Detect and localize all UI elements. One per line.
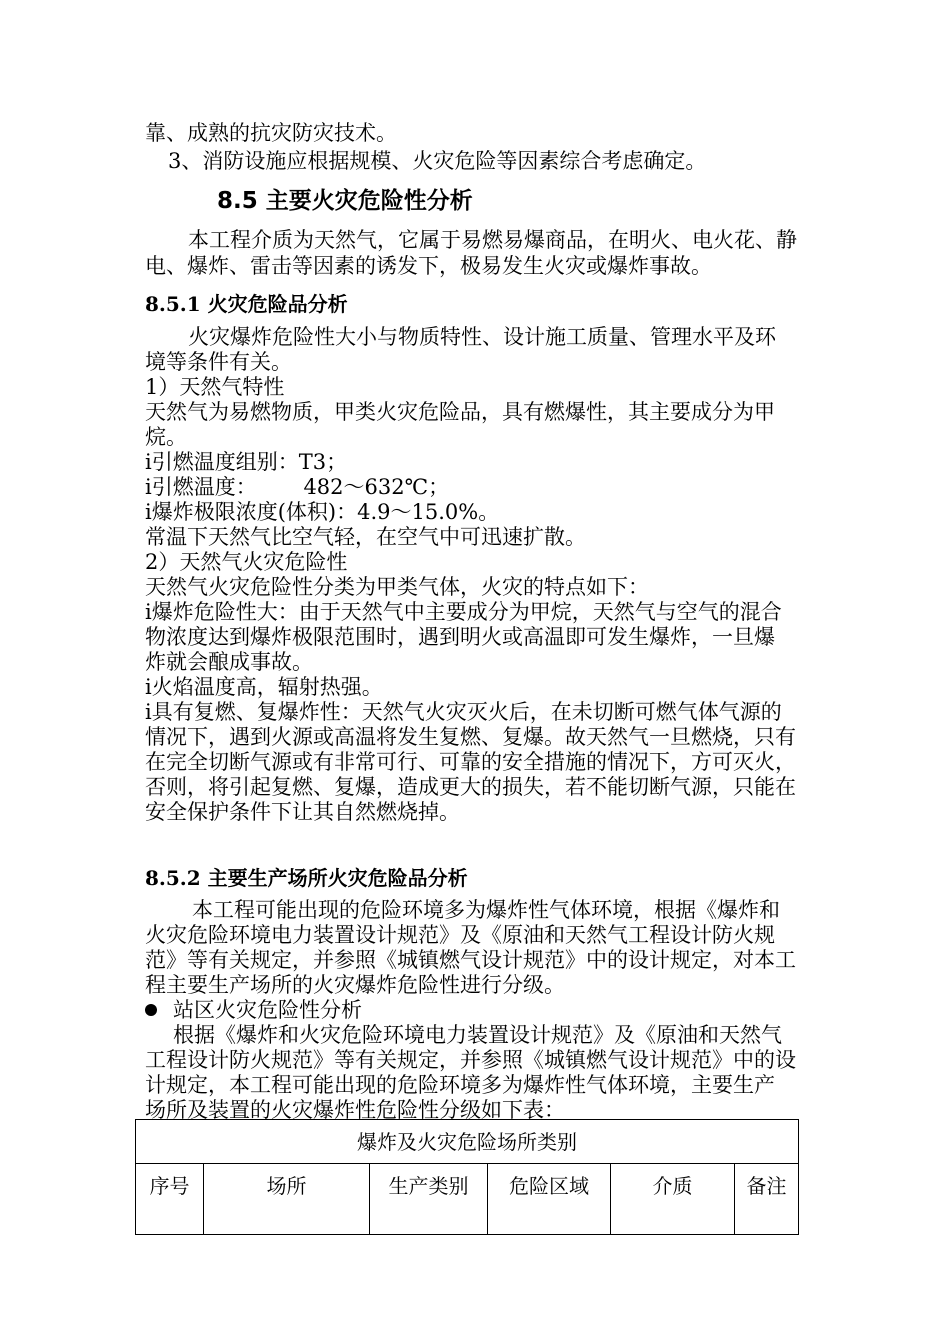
paragraph-line: 火灾危险环境电力装置设计规范》及《原油和天然气工程设计防火规 xyxy=(145,923,775,947)
paragraph-line: 境等条件有关。 xyxy=(145,350,292,374)
table-caption: 爆炸及火灾危险场所类别 xyxy=(136,1120,799,1164)
bullet-item xyxy=(145,997,362,1024)
text-line: 靠、成熟的抗灾防灾技术。 xyxy=(145,121,397,145)
list-heading: 2）天然气火灾危险性 xyxy=(145,550,348,574)
table-header-cell: 危险区域 xyxy=(488,1164,611,1235)
paragraph-line: 炸就会酿成事故。 xyxy=(145,650,313,674)
paragraph-line: 在完全切断气源或有非常可行、可靠的安全措施的情况下，方可灭火， xyxy=(145,750,796,774)
paragraph-line: 场所及装置的火灾爆炸性危险性分级如下表： xyxy=(145,1098,565,1122)
paragraph-line: 否则，将引起复燃、复爆，造成更大的损失，若不能切断气源，只能在 xyxy=(145,775,796,799)
paragraph-line: 电、爆炸、雷击等因素的诱发下，极易发生火灾或爆炸事故。 xyxy=(145,254,712,278)
paragraph-line: 本工程介质为天然气，它属于易燃易爆商品，在明火、电火花、静 xyxy=(188,228,797,252)
bullet-icon xyxy=(145,1004,157,1016)
list-item: ⅰ引燃温度组别：T3； xyxy=(145,450,348,474)
section-heading-8-5-1: 8.5.1 火灾危险品分析 xyxy=(145,292,348,316)
table-header-cell: 生产类别 xyxy=(370,1164,488,1235)
text-line: 3、消防设施应根据规模、火灾危险等因素综合考虑确定。 xyxy=(168,149,707,173)
paragraph-line: 范》等有关规定，并参照《城镇燃气设计规范》中的设计规定，对本工 xyxy=(145,948,796,972)
section-heading-8-5: 8.5 主要火灾危险性分析 xyxy=(217,188,473,214)
paragraph-line: 天然气火灾危险性分类为甲类气体，火灾的特点如下： xyxy=(145,575,649,599)
paragraph-line: 本工程可能出现的危险环境多为爆炸性气体环境，根据《爆炸和 xyxy=(192,898,780,922)
list-item: ⅰ爆炸危险性大：由于天然气中主要成分为甲烷，天然气与空气的混合 xyxy=(145,600,782,624)
paragraph-line: 工程设计防火规范》等有关规定，并参照《城镇燃气设计规范》中的设 xyxy=(145,1048,796,1072)
paragraph-line: 烷。 xyxy=(145,425,187,449)
bullet-label: 站区火灾危险性分析 xyxy=(173,998,362,1022)
paragraph-line: 安全保护条件下让其自然燃烧掉。 xyxy=(145,800,460,824)
paragraph-line: 天然气为易燃物质，甲类火灾危险品，具有燃爆性，其主要成分为甲 xyxy=(145,400,775,424)
paragraph-line: 根据《爆炸和火灾危险环境电力装置设计规范》及《原油和天然气 xyxy=(173,1023,782,1047)
list-item: ⅰ具有复燃、复爆炸性：天然气火灾灭火后，在未切断可燃气体气源的 xyxy=(145,700,782,724)
paragraph-line: 情况下，遇到火源或高温将发生复燃、复爆。故天然气一旦燃烧，只有 xyxy=(145,725,796,749)
table-header-cell: 序号 xyxy=(136,1164,204,1235)
table-header-cell: 介质 xyxy=(611,1164,735,1235)
table-header-cell: 场所 xyxy=(204,1164,370,1235)
paragraph-line: 程主要生产场所的火灾爆炸危险性进行分级。 xyxy=(145,973,565,997)
list-item: ⅰ引燃温度： 482～632℃； xyxy=(145,475,450,499)
paragraph-line: 常温下天然气比空气轻，在空气中可迅速扩散。 xyxy=(145,525,586,549)
hazard-table xyxy=(135,1119,799,1235)
list-item: ⅰ爆炸极限浓度(体积)：4.9～15.0%。 xyxy=(145,500,500,524)
table-header-cell: 备注 xyxy=(735,1164,799,1235)
list-heading: 1）天然气特性 xyxy=(145,375,285,399)
list-item: ⅰ火焰温度高，辐射热强。 xyxy=(145,675,383,699)
paragraph-line: 物浓度达到爆炸极限范围时，遇到明火或高温即可发生爆炸，一旦爆 xyxy=(145,625,775,649)
paragraph-line: 计规定，本工程可能出现的危险环境多为爆炸性气体环境，主要生产 xyxy=(145,1073,775,1097)
section-heading-8-5-2: 8.5.2 主要生产场所火灾危险品分析 xyxy=(145,866,468,890)
paragraph-line: 火灾爆炸危险性大小与物质特性、设计施工质量、管理水平及环 xyxy=(188,325,776,349)
